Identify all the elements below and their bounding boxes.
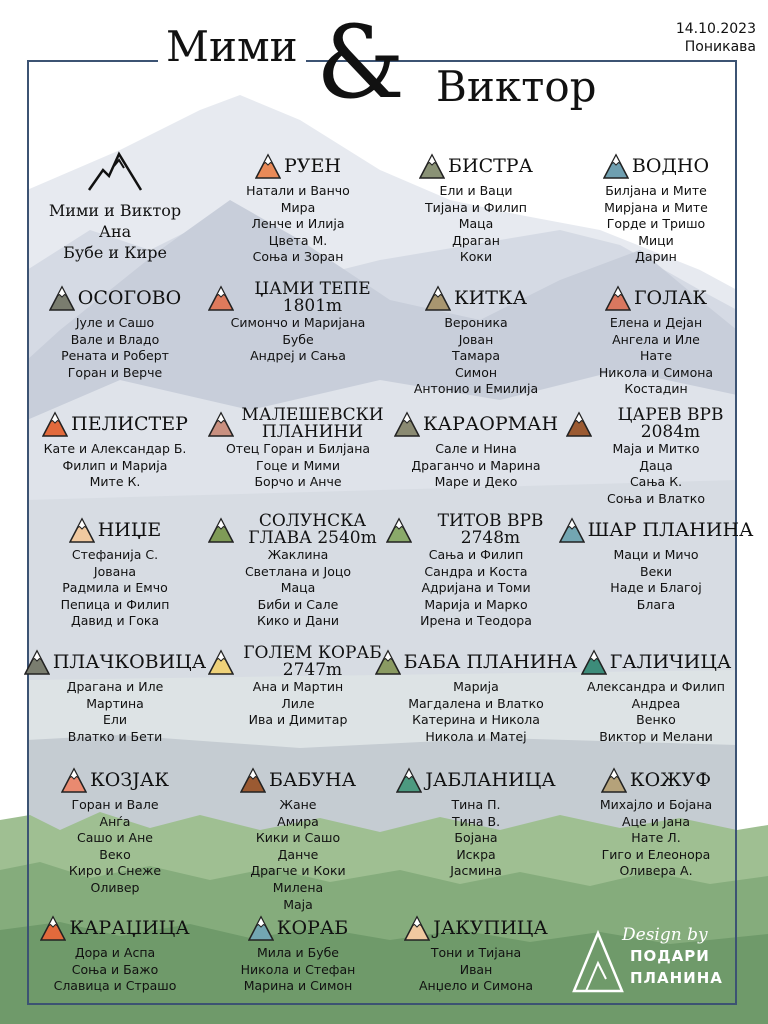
guest-name: Даца bbox=[639, 457, 673, 473]
guest-name: Адријана и Томи bbox=[421, 580, 531, 596]
brand-mountain-icon bbox=[572, 929, 624, 993]
table-header bbox=[208, 912, 388, 944]
guest-name: Веки bbox=[640, 563, 672, 579]
event-date: 14.10.2023 bbox=[675, 21, 756, 37]
table-header bbox=[25, 764, 205, 796]
guest-name: Мими и Виктор bbox=[48, 201, 182, 220]
table-name: ГОЛАК bbox=[633, 286, 708, 309]
guest-name: Симончо и Маријана bbox=[230, 315, 366, 330]
table-guests bbox=[566, 797, 746, 880]
mountain-icon bbox=[40, 915, 66, 941]
guest-name: Никола и Симона bbox=[598, 364, 714, 380]
table-guests bbox=[208, 945, 388, 995]
table-guests bbox=[386, 315, 566, 398]
table-header bbox=[386, 511, 566, 548]
guest-name: Бубе и Кире bbox=[63, 243, 167, 262]
guest-name: Бојана bbox=[454, 830, 498, 846]
table-header bbox=[25, 646, 205, 678]
table-header bbox=[386, 646, 578, 678]
table-name: РУЕН bbox=[284, 154, 341, 177]
groom-bride-name-right: Виктор bbox=[428, 62, 605, 112]
guest-name: Горде и Тришо bbox=[606, 216, 706, 232]
guest-name: Соња и Влатко bbox=[606, 490, 706, 506]
guest-name: Ели и Ваци bbox=[439, 183, 513, 198]
table-header bbox=[25, 514, 205, 546]
table-card bbox=[208, 764, 388, 913]
table-name: БАБУНА bbox=[268, 768, 356, 791]
guest-name: Јасмина bbox=[450, 863, 502, 879]
mountain-outline-icon bbox=[87, 148, 143, 192]
mountain-icon bbox=[605, 285, 631, 311]
mountain-icon bbox=[24, 649, 50, 675]
guest-name: Иван bbox=[459, 961, 493, 977]
table-card bbox=[25, 764, 205, 897]
guest-name: Милена bbox=[272, 879, 324, 895]
table-name: ПЛАЧКОВИЦА bbox=[52, 650, 207, 673]
guest-name: Марина и Симон bbox=[243, 978, 353, 994]
table-header bbox=[566, 405, 746, 442]
table-card bbox=[25, 282, 205, 381]
table-card bbox=[566, 646, 746, 745]
table-card bbox=[208, 912, 388, 995]
table-card bbox=[208, 643, 388, 729]
table-card bbox=[25, 646, 205, 745]
guest-name: Маја и Митко bbox=[612, 441, 700, 456]
table-card bbox=[25, 408, 205, 491]
table-guests bbox=[25, 797, 205, 897]
mountain-icon bbox=[419, 153, 445, 179]
mountain-icon bbox=[559, 517, 585, 543]
guest-name: Мила и Бубе bbox=[256, 945, 339, 960]
guest-name: Жаклина bbox=[267, 547, 329, 562]
guest-name: Нате Л. bbox=[631, 830, 681, 846]
mountain-icon bbox=[375, 649, 401, 675]
table-card bbox=[386, 764, 566, 880]
table-header bbox=[25, 282, 205, 314]
table-card bbox=[566, 282, 746, 398]
guest-name: Тони и Тијана bbox=[430, 945, 522, 960]
table-guests bbox=[25, 441, 205, 491]
table-name: КОЖУФ bbox=[629, 768, 712, 791]
table-guests bbox=[25, 679, 205, 745]
mountain-icon bbox=[603, 153, 629, 179]
guest-name: Маца bbox=[458, 216, 494, 232]
guest-name: Гоце и Мими bbox=[255, 457, 340, 473]
table-card bbox=[208, 405, 388, 491]
table-header bbox=[208, 150, 388, 182]
guest-name: Андреа bbox=[631, 695, 681, 711]
guest-name: Сале и Нина bbox=[435, 441, 517, 456]
table-name: КАРАЏИЦА bbox=[69, 916, 190, 939]
table-card bbox=[208, 150, 388, 266]
guest-name: Драган bbox=[452, 232, 500, 248]
table-guests bbox=[566, 183, 746, 266]
guest-name: Радмила и Емчо bbox=[62, 580, 168, 596]
guest-name: Вероника bbox=[444, 315, 508, 330]
guest-name: Влатко и Бети bbox=[67, 728, 163, 744]
guest-name: Отец Горан и Билјана bbox=[225, 441, 371, 456]
guest-name: Блага bbox=[636, 596, 676, 612]
table-name: ЈАКУПИЦА bbox=[433, 916, 548, 939]
table-name: КОЗЈАК bbox=[90, 768, 169, 791]
guest-name: Ангела и Иле bbox=[612, 331, 700, 347]
mountain-icon bbox=[248, 915, 274, 941]
mountain-icon bbox=[386, 517, 412, 543]
guest-name: Ели bbox=[102, 712, 127, 728]
guest-name: Коки bbox=[459, 249, 493, 265]
guest-name: Кико и Дани bbox=[257, 613, 339, 629]
table-header bbox=[25, 912, 205, 944]
event-place: Поникава bbox=[684, 39, 756, 55]
guest-name: Катерина и Никола bbox=[412, 712, 540, 728]
guest-name: Маца bbox=[280, 580, 316, 596]
guest-name: Соња и Зоран bbox=[252, 249, 344, 265]
table-name: ОСОГОВО bbox=[77, 286, 182, 309]
table-card bbox=[386, 408, 566, 491]
mountain-icon bbox=[581, 649, 607, 675]
table-header bbox=[208, 511, 388, 548]
table-guests bbox=[386, 945, 566, 995]
guest-name: Елена и Дејан bbox=[609, 315, 703, 330]
guest-name: Веко bbox=[99, 846, 131, 862]
table-name: НИЏЕ bbox=[97, 518, 162, 541]
guest-name: Тијана и Филип bbox=[425, 199, 527, 215]
guest-name: Жане bbox=[279, 797, 317, 812]
guest-name: Стефанија С. bbox=[71, 547, 159, 562]
guest-name: Анѓа bbox=[99, 813, 131, 829]
guest-name: Јован bbox=[458, 331, 494, 347]
guest-name: Оливер bbox=[90, 879, 140, 895]
brand-name-line2: ПЛАНИНА bbox=[630, 969, 723, 987]
table-guests bbox=[25, 547, 205, 630]
guest-name: Горан и Верче bbox=[67, 364, 163, 380]
event-info bbox=[676, 20, 756, 56]
guest-name: Ленче и Илија bbox=[251, 216, 345, 232]
guest-name: Искра bbox=[456, 846, 496, 862]
guest-name: Пепица и Филип bbox=[60, 596, 170, 612]
guest-name: Нате bbox=[639, 348, 673, 364]
table-card bbox=[386, 511, 566, 630]
guest-name: Мартина bbox=[86, 695, 144, 711]
mountain-icon bbox=[240, 767, 266, 793]
table-header bbox=[566, 514, 754, 546]
table-guests bbox=[566, 441, 746, 507]
mountain-icon bbox=[566, 411, 592, 437]
table-card bbox=[566, 405, 746, 507]
guest-name: Сања и Филип bbox=[428, 547, 524, 562]
guest-name: Ана bbox=[98, 222, 132, 241]
mountain-icon bbox=[396, 767, 422, 793]
table-header bbox=[386, 764, 566, 796]
guest-name: Марија bbox=[453, 679, 499, 694]
guest-name: Виктор и Мелани bbox=[599, 728, 713, 744]
guest-name: Аце и Јана bbox=[622, 813, 690, 829]
table-name: КАРАОРМАН bbox=[422, 412, 559, 435]
table-card bbox=[25, 514, 205, 630]
table-guests bbox=[208, 183, 388, 266]
guest-name: Марија и Марко bbox=[424, 596, 528, 612]
table-guests bbox=[386, 441, 566, 491]
mountain-icon bbox=[42, 411, 68, 437]
guest-name: Тина В. bbox=[451, 813, 501, 829]
guest-name: Драганчо и Марина bbox=[411, 457, 541, 473]
guest-name: Славица и Страшо bbox=[53, 978, 177, 994]
mountain-icon bbox=[404, 915, 430, 941]
guest-name: Антонио и Емилија bbox=[413, 381, 539, 397]
guest-name: Борчо и Анче bbox=[254, 474, 342, 490]
table-guests bbox=[208, 679, 388, 729]
table-card bbox=[386, 912, 566, 995]
table-header bbox=[566, 764, 746, 796]
table-guests bbox=[208, 441, 388, 491]
ampersand: & bbox=[316, 4, 406, 121]
table-guests bbox=[566, 547, 746, 613]
table-card bbox=[208, 279, 388, 365]
table-header bbox=[208, 405, 388, 442]
guest-name: Драгана и Иле bbox=[66, 679, 164, 694]
guest-name: Киро и Снеже bbox=[68, 863, 162, 879]
guest-name: Михајло и Бојана bbox=[599, 797, 713, 812]
table-card bbox=[386, 150, 566, 266]
guest-name: Рената и Роберт bbox=[61, 348, 169, 364]
table-guests bbox=[25, 945, 205, 995]
table-guests bbox=[386, 547, 566, 630]
table-name: СОЛУНСКА ГЛАВА 2540m bbox=[248, 511, 377, 548]
guest-name: Бубе bbox=[282, 331, 314, 347]
table-name: МАЛЕШЕВСКИ ПЛАНИНИ bbox=[241, 405, 384, 442]
table-name: ГАЛИЧИЦА bbox=[609, 650, 732, 673]
guest-name: Александра и Филип bbox=[587, 679, 725, 694]
guest-name: Магдалена и Влатко bbox=[408, 695, 544, 711]
table-name: ВОДНО bbox=[631, 154, 710, 177]
table-header bbox=[386, 282, 566, 314]
table-name: ЦАРЕВ ВРВ 2084m bbox=[617, 405, 724, 442]
table-guests bbox=[208, 797, 388, 913]
table-card bbox=[386, 282, 566, 398]
mountain-icon bbox=[208, 649, 234, 675]
head-table bbox=[25, 148, 205, 263]
mountain-icon bbox=[208, 411, 234, 437]
table-guests bbox=[208, 547, 388, 630]
guest-name: Драгче и Коки bbox=[250, 863, 346, 879]
table-card bbox=[208, 511, 388, 630]
table-name: КИТКА bbox=[453, 286, 528, 309]
brand-logo bbox=[572, 925, 742, 995]
table-card bbox=[566, 764, 746, 880]
guest-name: Вале и Владо bbox=[70, 331, 160, 347]
table-header bbox=[208, 764, 388, 796]
guest-name: Мици bbox=[638, 232, 674, 248]
table-card bbox=[566, 150, 746, 266]
guest-name: Данче bbox=[277, 846, 319, 862]
guest-name: Симон bbox=[454, 364, 498, 380]
table-name: КОРАБ bbox=[276, 916, 349, 939]
mountain-icon bbox=[208, 285, 234, 311]
guest-name: Јована bbox=[93, 563, 137, 579]
table-name: БАБА ПЛАНИНА bbox=[403, 650, 578, 673]
groom-bride-name-left: Мими bbox=[158, 22, 306, 72]
table-header bbox=[386, 912, 566, 944]
head-table-guests bbox=[25, 200, 205, 263]
guest-name: Билјана и Мите bbox=[605, 183, 707, 198]
table-header bbox=[386, 408, 566, 440]
table-guests bbox=[25, 315, 205, 381]
guest-name: Ирена и Теодора bbox=[420, 613, 532, 629]
table-header bbox=[566, 646, 746, 678]
guest-name: Мирјана и Мите bbox=[604, 199, 708, 215]
table-card bbox=[386, 646, 578, 745]
guest-name: Мите К. bbox=[89, 474, 141, 490]
mountain-icon bbox=[69, 517, 95, 543]
brand-name-line1: ПОДАРИ bbox=[630, 947, 710, 965]
guest-name: Натали и Ванчо bbox=[246, 183, 350, 198]
guest-name: Амира bbox=[277, 813, 319, 829]
table-header bbox=[386, 150, 566, 182]
mountain-icon bbox=[255, 153, 281, 179]
guest-name: Филип и Марија bbox=[62, 457, 168, 473]
table-card bbox=[566, 514, 754, 613]
guest-name: Мира bbox=[280, 199, 316, 215]
guest-name: Тина П. bbox=[451, 797, 501, 812]
guest-name: Сања К. bbox=[629, 474, 683, 490]
table-header bbox=[208, 643, 388, 680]
mountain-icon bbox=[425, 285, 451, 311]
guest-name: Никола и Матеј bbox=[425, 728, 527, 744]
guest-name: Јуле и Сашо bbox=[75, 315, 155, 330]
guest-name: Маја bbox=[283, 896, 313, 912]
table-name: ШАР ПЛАНИНА bbox=[587, 518, 754, 541]
table-guests bbox=[386, 797, 566, 880]
table-header bbox=[25, 408, 205, 440]
table-name: ГОЛЕМ КОРАБ 2747m bbox=[243, 643, 382, 680]
guest-name: Дора и Аспа bbox=[74, 945, 156, 960]
table-name: ЈАБЛАНИЦА bbox=[425, 768, 556, 791]
guest-name: Маре и Деко bbox=[434, 474, 518, 490]
design-by-text: Design by bbox=[622, 925, 708, 945]
guest-name: Светлана и Јоцо bbox=[244, 563, 352, 579]
guest-name: Давид и Гока bbox=[70, 613, 160, 629]
guest-name: Костадин bbox=[624, 381, 688, 397]
table-name: ТИТОВ ВРВ 2748m bbox=[437, 511, 544, 548]
table-name: БИСТРА bbox=[448, 154, 533, 177]
table-name: ПЕЛИСТЕР bbox=[71, 412, 188, 435]
guest-name: Андреј и Сања bbox=[250, 348, 346, 364]
table-name: ЏАМИ ТЕПЕ 1801m bbox=[254, 279, 371, 316]
guest-name: Оливера А. bbox=[619, 863, 693, 879]
guest-name: Цвета М. bbox=[268, 232, 328, 248]
guest-name: Тамара bbox=[452, 348, 500, 364]
guest-name: Сашо и Ане bbox=[77, 830, 153, 846]
guest-name: Биби и Сале bbox=[257, 596, 339, 612]
guest-name: Соња и Бажо bbox=[71, 961, 159, 977]
table-guests bbox=[386, 183, 566, 266]
guest-name: Кате и Александар Б. bbox=[43, 441, 187, 456]
table-header bbox=[208, 279, 388, 316]
guest-name: Венко bbox=[636, 712, 676, 728]
guest-name: Сандра и Коста bbox=[424, 563, 528, 579]
mountain-icon bbox=[61, 767, 87, 793]
guest-name: Ива и Димитар bbox=[248, 712, 348, 728]
guest-name: Лиле bbox=[281, 695, 315, 711]
guest-name: Гиго и Елеонора bbox=[601, 846, 711, 862]
guest-name: Ана и Мартин bbox=[252, 679, 344, 694]
table-header bbox=[566, 150, 746, 182]
table-header bbox=[566, 282, 746, 314]
guest-name: Горан и Вале bbox=[71, 797, 159, 812]
guest-name: Никола и Стефан bbox=[240, 961, 356, 977]
table-card bbox=[25, 912, 205, 995]
guest-name: Анџело и Симона bbox=[418, 978, 534, 994]
guest-name: Кики и Сашо bbox=[255, 830, 341, 846]
table-guests bbox=[386, 679, 566, 745]
guest-name: Дарин bbox=[635, 249, 677, 265]
mountain-icon bbox=[49, 285, 75, 311]
table-guests bbox=[208, 315, 388, 365]
mountain-icon bbox=[601, 767, 627, 793]
mountain-icon bbox=[208, 517, 234, 543]
guest-name: Маци и Мичо bbox=[613, 547, 699, 562]
mountain-icon bbox=[394, 411, 420, 437]
table-guests bbox=[566, 679, 746, 745]
guest-name: Наде и Благој bbox=[610, 580, 702, 596]
table-guests bbox=[566, 315, 746, 398]
